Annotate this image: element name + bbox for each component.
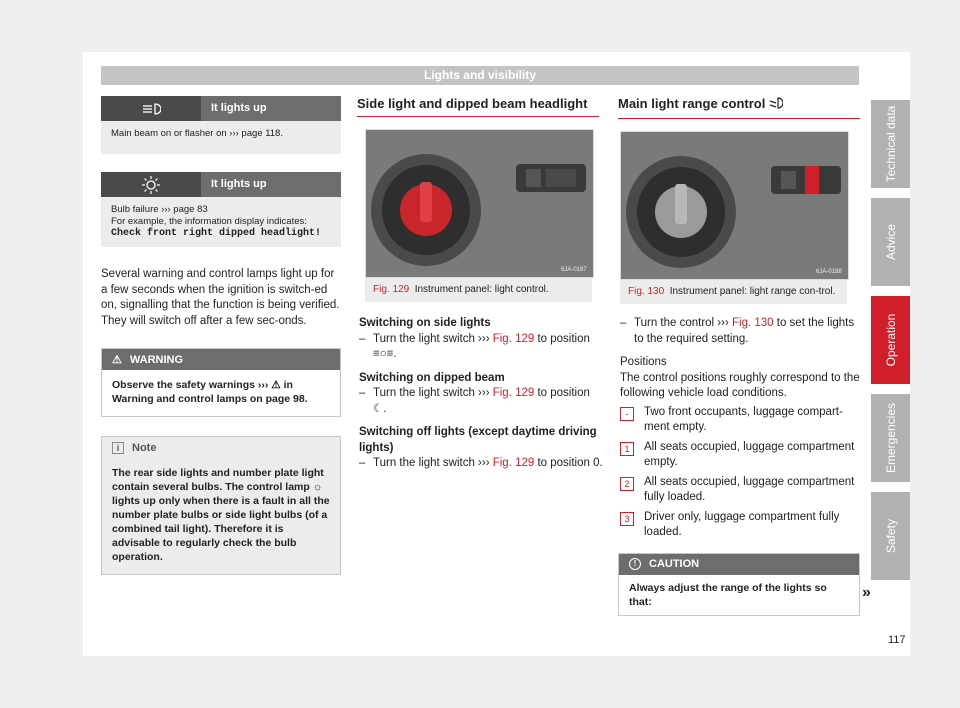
warning-box: ⚠ WARNING Observe the safety warnings ››› ⚠ in Warning and control lamps on page 98. xyxy=(101,348,341,417)
lamp-description: Main beam on or flasher on ››› page 118. xyxy=(101,121,341,154)
list-item: 2 All seats occupied, luggage compartment fully loaded. xyxy=(620,475,860,506)
section-title: Side light and dipped beam headlight xyxy=(357,96,599,117)
continued-marker: » xyxy=(862,584,871,601)
note-box: i Note The rear side lights and number plate light contain several bulbs. The control lamp ☼ lights up only when there is a fault in all the number plate bulbs or side light bulbs (of a combined tail light). Therefore it is advisable to regularly check the bulb operation. xyxy=(101,436,341,575)
list-item: 1 All seats occupied, luggage compartment empty. xyxy=(620,440,860,471)
light-range-control-image xyxy=(620,131,849,280)
headlight-range-icon xyxy=(769,96,783,113)
warning-icon: ⚠ xyxy=(112,354,122,366)
caution-icon: ! xyxy=(629,558,641,570)
svg-text:6JA-0187: 6JA-0187 xyxy=(561,267,587,273)
lamp-row-bulb-failure: It lights up xyxy=(101,172,341,197)
caution-box: ! CAUTION Always adjust the range of the lights so that: xyxy=(618,553,860,616)
main-beam-icon xyxy=(101,96,201,121)
column-1 xyxy=(101,96,341,575)
column-2 xyxy=(357,96,603,472)
tab-safety[interactable]: Safety xyxy=(871,492,910,580)
fig-link[interactable]: Fig. 129 xyxy=(492,387,535,399)
switching-instructions: Switching on side lights – Turn the light switch ››› Fig. 129 to position ≡○≡. Switching on dipped beam – Turn the light switch ››› Fig. 129 to position ☾. Switching off lights (except daytime driving lights) – Turn the light switch ››› Fig. 129 to position 0. xyxy=(359,317,603,469)
bulb-failure-icon xyxy=(101,172,201,197)
figure-129: 6JA-0187 Fig. 129 Instrument panel: light control. xyxy=(365,129,603,302)
info-icon: i xyxy=(112,442,124,454)
svg-text:6JA-0188: 6JA-0188 xyxy=(816,269,842,276)
figure-130: 6JA-0188 Fig. 130 Instrument panel: light range con-trol. xyxy=(620,131,860,304)
tab-advice[interactable]: Advice xyxy=(871,198,910,286)
tab-technical-data[interactable]: Technical data xyxy=(871,100,910,188)
fig-link[interactable]: Fig. 129 xyxy=(492,332,535,345)
tab-operation[interactable]: Operation xyxy=(871,296,910,384)
light-switch-image xyxy=(365,129,594,278)
range-instructions: – Turn the control ››› Fig. 130 to set the lights to the required setting. Positions The control positions roughly correspond to the following vehicle load conditions. - Two front occupants, luggage compart-ment empty. 1 All seats occupied, luggage compartment empty. 2 All seats occupied, luggage compartment fully loaded. 3 Driver only, luggage compartment fully loaded. xyxy=(620,316,860,541)
running-header: Lights and visibility xyxy=(101,66,859,85)
page-number: 117 xyxy=(888,634,906,646)
list-item: - Two front occupants, luggage compart-ment empty. xyxy=(620,405,860,436)
section-title: Main light range control xyxy=(618,96,860,119)
tab-emergencies[interactable]: Emergencies xyxy=(871,394,910,482)
positions-list xyxy=(620,405,860,541)
list-item: 3 Driver only, luggage compartment fully loaded. xyxy=(620,510,860,541)
fig-link[interactable]: Fig. 129 xyxy=(492,457,535,469)
column-3 xyxy=(618,96,860,616)
fig-link[interactable]: Fig. 130 xyxy=(732,317,774,330)
lamp-description: Bulb failure ››› page 83 For example, the information display indicates: Check front right dipped headlight! xyxy=(101,197,341,247)
lamp-row-main-beam: It lights up xyxy=(101,96,341,121)
intro-paragraph: Several warning and control lamps light up for a few seconds when the ignition is switch-ed on, signalling that the function is being verified. They will switch off after a few sec-onds. xyxy=(101,268,340,327)
